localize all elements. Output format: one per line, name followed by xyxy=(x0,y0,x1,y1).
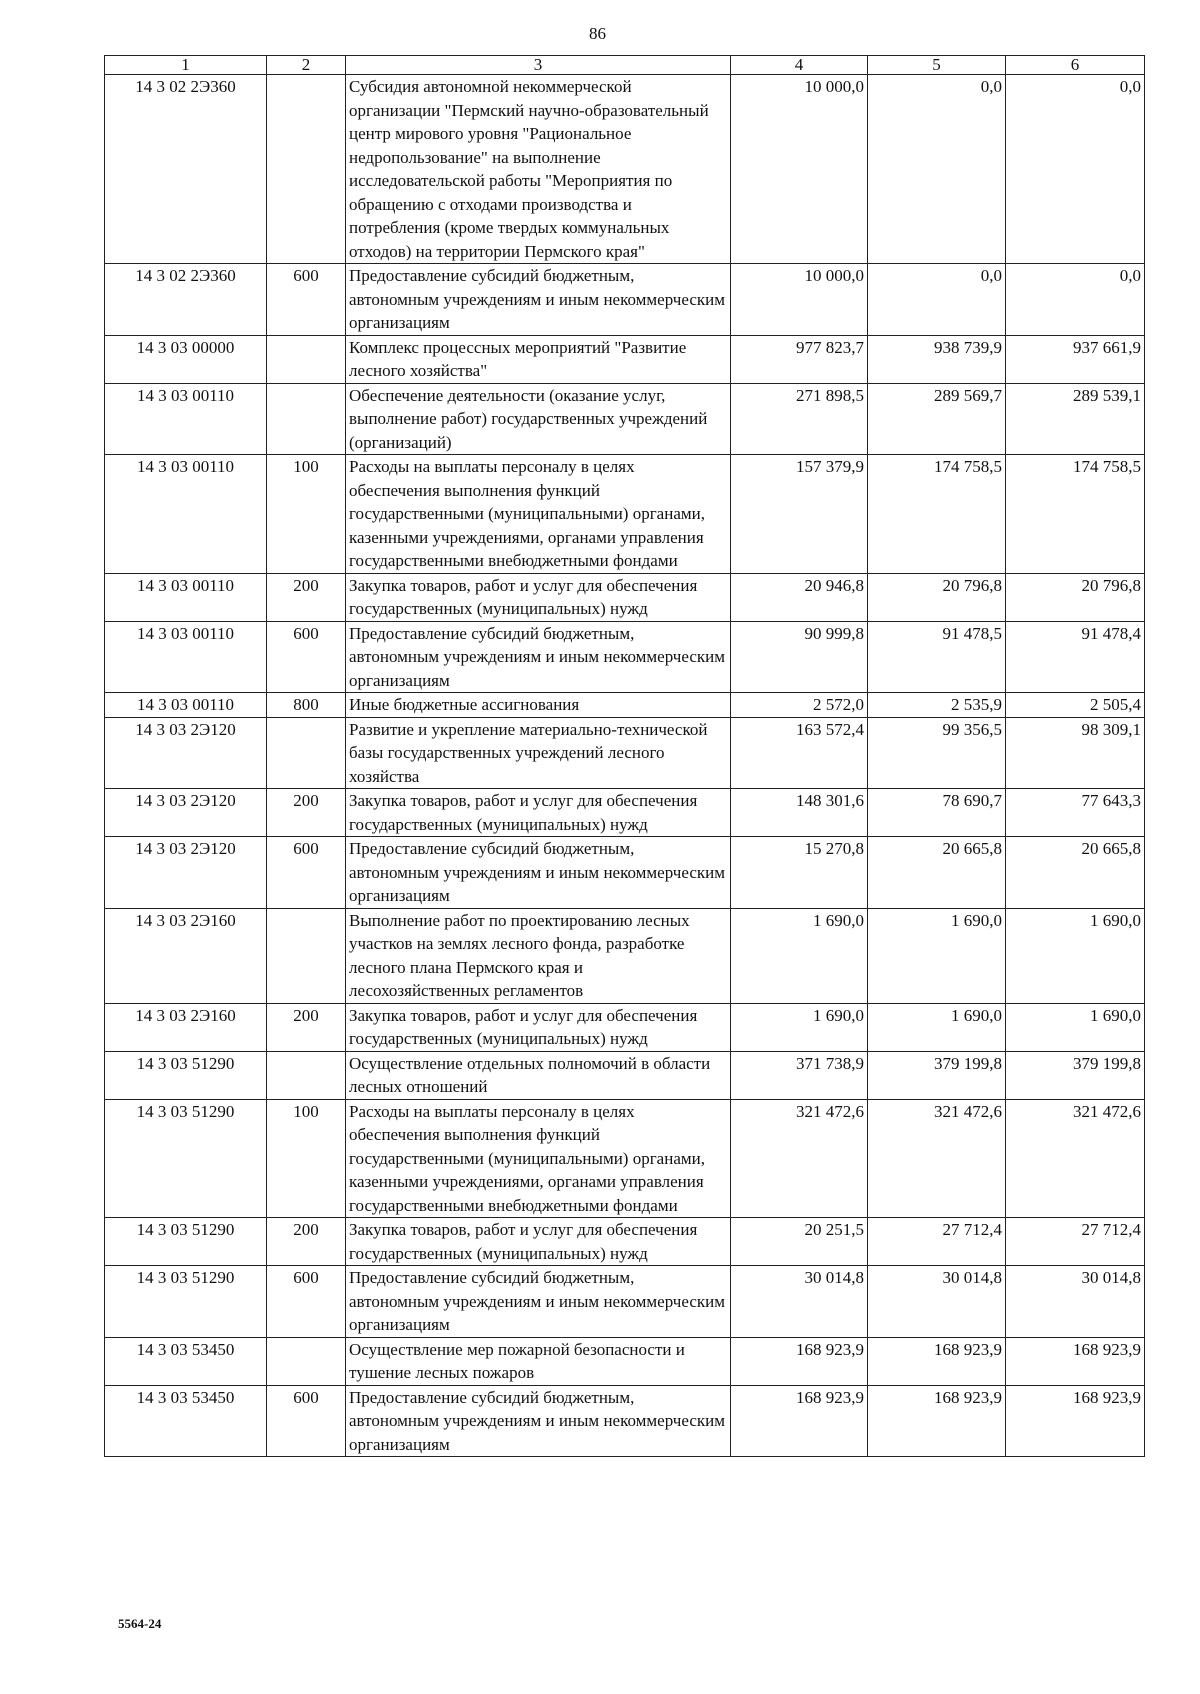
cell-value-col4: 271 898,5 xyxy=(731,383,868,455)
cell-code: 14 3 03 51290 xyxy=(105,1051,267,1099)
cell-value-col5: 2 535,9 xyxy=(868,693,1006,718)
table-row xyxy=(105,1337,1145,1385)
cell-value-col4: 163 572,4 xyxy=(731,717,868,789)
cell-value-col6: 0,0 xyxy=(1006,264,1145,336)
page-number: 86 xyxy=(589,24,606,43)
cell-value-col6: 1 690,0 xyxy=(1006,1003,1145,1051)
table-row xyxy=(105,1218,1145,1266)
cell-expense-type: 200 xyxy=(267,1218,346,1266)
cell-value-col6: 289 539,1 xyxy=(1006,383,1145,455)
cell-description: Осуществление мер пожарной безопасности и тушение лесных пожаров xyxy=(346,1337,731,1385)
cell-code: 14 3 03 51290 xyxy=(105,1099,267,1218)
cell-value-col4: 1 690,0 xyxy=(731,908,868,1003)
budget-table xyxy=(104,55,1145,1457)
cell-description: Осуществление отдельных полномочий в области лесных отношений xyxy=(346,1051,731,1099)
cell-description: Закупка товаров, работ и услуг для обеспечения государственных (муниципальных) нужд xyxy=(346,573,731,621)
table-row xyxy=(105,1099,1145,1218)
cell-code: 14 3 03 00110 xyxy=(105,693,267,718)
cell-code: 14 3 03 2Э160 xyxy=(105,908,267,1003)
cell-description: Расходы на выплаты персоналу в целях обеспечения выполнения функций государственными (муниципальными) органами, казенными учреждениями, органами управления государственными внебюджетными фондами xyxy=(346,1099,731,1218)
cell-code: 14 3 03 2Э120 xyxy=(105,789,267,837)
table-row xyxy=(105,455,1145,574)
table-row xyxy=(105,383,1145,455)
cell-value-col5: 20 665,8 xyxy=(868,837,1006,909)
cell-code: 14 3 03 00000 xyxy=(105,335,267,383)
cell-code: 14 3 03 00110 xyxy=(105,621,267,693)
cell-value-col5: 174 758,5 xyxy=(868,455,1006,574)
cell-value-col6: 98 309,1 xyxy=(1006,717,1145,789)
cell-value-col4: 20 946,8 xyxy=(731,573,868,621)
cell-value-col4: 157 379,9 xyxy=(731,455,868,574)
column-header: 3 xyxy=(346,56,731,75)
cell-value-col5: 168 923,9 xyxy=(868,1385,1006,1457)
cell-expense-type: 600 xyxy=(267,621,346,693)
cell-description: Предоставление субсидий бюджетным, автономным учреждениям и иным некоммерческим организациям xyxy=(346,621,731,693)
cell-description: Предоставление субсидий бюджетным, автономным учреждениям и иным некоммерческим организациям xyxy=(346,264,731,336)
cell-expense-type xyxy=(267,1051,346,1099)
cell-description: Обеспечение деятельности (оказание услуг, выполнение работ) государственных учреждений (организаций) xyxy=(346,383,731,455)
cell-expense-type xyxy=(267,717,346,789)
cell-value-col5: 78 690,7 xyxy=(868,789,1006,837)
cell-value-col4: 168 923,9 xyxy=(731,1385,868,1457)
cell-code: 14 3 03 53450 xyxy=(105,1337,267,1385)
column-header: 2 xyxy=(267,56,346,75)
cell-expense-type xyxy=(267,908,346,1003)
column-header: 6 xyxy=(1006,56,1145,75)
table-row xyxy=(105,1385,1145,1457)
cell-expense-type: 600 xyxy=(267,837,346,909)
cell-value-col4: 148 301,6 xyxy=(731,789,868,837)
cell-value-col6: 0,0 xyxy=(1006,75,1145,264)
cell-value-col6: 379 199,8 xyxy=(1006,1051,1145,1099)
cell-value-col5: 1 690,0 xyxy=(868,908,1006,1003)
cell-code: 14 3 03 00110 xyxy=(105,455,267,574)
cell-expense-type xyxy=(267,75,346,264)
cell-value-col5: 168 923,9 xyxy=(868,1337,1006,1385)
cell-value-col5: 30 014,8 xyxy=(868,1266,1006,1338)
cell-value-col6: 30 014,8 xyxy=(1006,1266,1145,1338)
cell-code: 14 3 03 51290 xyxy=(105,1218,267,1266)
column-header: 5 xyxy=(868,56,1006,75)
table-row xyxy=(105,75,1145,264)
cell-value-col6: 20 796,8 xyxy=(1006,573,1145,621)
cell-value-col4: 2 572,0 xyxy=(731,693,868,718)
cell-expense-type: 200 xyxy=(267,1003,346,1051)
cell-expense-type: 200 xyxy=(267,573,346,621)
cell-code: 14 3 03 2Э160 xyxy=(105,1003,267,1051)
cell-expense-type xyxy=(267,383,346,455)
table-row xyxy=(105,789,1145,837)
table-header-row xyxy=(105,56,1145,75)
cell-code: 14 3 03 51290 xyxy=(105,1266,267,1338)
cell-value-col5: 289 569,7 xyxy=(868,383,1006,455)
table-row xyxy=(105,1051,1145,1099)
cell-value-col6: 1 690,0 xyxy=(1006,908,1145,1003)
cell-value-col5: 321 472,6 xyxy=(868,1099,1006,1218)
cell-value-col6: 937 661,9 xyxy=(1006,335,1145,383)
cell-description: Предоставление субсидий бюджетным, автономным учреждениям и иным некоммерческим организациям xyxy=(346,1385,731,1457)
cell-expense-type: 100 xyxy=(267,1099,346,1218)
cell-value-col4: 10 000,0 xyxy=(731,75,868,264)
cell-value-col6: 2 505,4 xyxy=(1006,693,1145,718)
cell-value-col5: 0,0 xyxy=(868,75,1006,264)
cell-description: Предоставление субсидий бюджетным, автономным учреждениям и иным некоммерческим организациям xyxy=(346,1266,731,1338)
cell-expense-type: 100 xyxy=(267,455,346,574)
cell-expense-type: 600 xyxy=(267,1385,346,1457)
column-header: 1 xyxy=(105,56,267,75)
table-row xyxy=(105,621,1145,693)
cell-description: Закупка товаров, работ и услуг для обеспечения государственных (муниципальных) нужд xyxy=(346,1003,731,1051)
table-row xyxy=(105,837,1145,909)
cell-code: 14 3 02 2Э360 xyxy=(105,75,267,264)
cell-value-col4: 15 270,8 xyxy=(731,837,868,909)
column-header: 4 xyxy=(731,56,868,75)
cell-code: 14 3 03 2Э120 xyxy=(105,837,267,909)
cell-description: Расходы на выплаты персоналу в целях обеспечения выполнения функций государственными (муниципальными) органами, казенными учреждениями, органами управления государственными внебюджетными фондами xyxy=(346,455,731,574)
cell-value-col4: 321 472,6 xyxy=(731,1099,868,1218)
cell-value-col6: 20 665,8 xyxy=(1006,837,1145,909)
cell-description: Комплекс процессных мероприятий "Развитие лесного хозяйства" xyxy=(346,335,731,383)
cell-expense-type xyxy=(267,335,346,383)
table-row xyxy=(105,573,1145,621)
cell-value-col6: 168 923,9 xyxy=(1006,1337,1145,1385)
cell-value-col4: 1 690,0 xyxy=(731,1003,868,1051)
cell-description: Выполнение работ по проектированию лесных участков на землях лесного фонда, разработке лесного плана Пермского края и лесохозяйственных регламентов xyxy=(346,908,731,1003)
cell-description: Закупка товаров, работ и услуг для обеспечения государственных (муниципальных) нужд xyxy=(346,789,731,837)
cell-value-col4: 20 251,5 xyxy=(731,1218,868,1266)
cell-expense-type: 600 xyxy=(267,1266,346,1338)
cell-value-col6: 168 923,9 xyxy=(1006,1385,1145,1457)
cell-description: Закупка товаров, работ и услуг для обеспечения государственных (муниципальных) нужд xyxy=(346,1218,731,1266)
cell-value-col5: 27 712,4 xyxy=(868,1218,1006,1266)
cell-code: 14 3 03 2Э120 xyxy=(105,717,267,789)
cell-description: Развитие и укрепление материально-технической базы государственных учреждений лесного хозяйства xyxy=(346,717,731,789)
cell-value-col6: 77 643,3 xyxy=(1006,789,1145,837)
table-row xyxy=(105,908,1145,1003)
cell-expense-type: 600 xyxy=(267,264,346,336)
table-row xyxy=(105,717,1145,789)
cell-value-col4: 10 000,0 xyxy=(731,264,868,336)
cell-value-col5: 20 796,8 xyxy=(868,573,1006,621)
cell-expense-type xyxy=(267,1337,346,1385)
cell-value-col5: 379 199,8 xyxy=(868,1051,1006,1099)
cell-code: 14 3 03 00110 xyxy=(105,383,267,455)
cell-value-col6: 91 478,4 xyxy=(1006,621,1145,693)
cell-value-col5: 0,0 xyxy=(868,264,1006,336)
cell-description: Субсидия автономной некоммерческой организации "Пермский научно-образовательный центр мирового уровня "Рациональное недропользование" на выполнение исследовательской работы "Мероприятия по обращению с отходами производства и потребления (кроме твердых коммунальных отходов) на территории Пермского края" xyxy=(346,75,731,264)
cell-value-col5: 1 690,0 xyxy=(868,1003,1006,1051)
table-row xyxy=(105,264,1145,336)
cell-value-col4: 168 923,9 xyxy=(731,1337,868,1385)
cell-value-col6: 321 472,6 xyxy=(1006,1099,1145,1218)
cell-value-col6: 27 712,4 xyxy=(1006,1218,1145,1266)
cell-description: Предоставление субсидий бюджетным, автономным учреждениям и иным некоммерческим организациям xyxy=(346,837,731,909)
cell-value-col5: 99 356,5 xyxy=(868,717,1006,789)
cell-code: 14 3 02 2Э360 xyxy=(105,264,267,336)
cell-code: 14 3 03 53450 xyxy=(105,1385,267,1457)
cell-value-col5: 938 739,9 xyxy=(868,335,1006,383)
cell-value-col5: 91 478,5 xyxy=(868,621,1006,693)
cell-expense-type: 800 xyxy=(267,693,346,718)
table-row xyxy=(105,335,1145,383)
cell-code: 14 3 03 00110 xyxy=(105,573,267,621)
cell-description: Иные бюджетные ассигнования xyxy=(346,693,731,718)
table-row xyxy=(105,693,1145,718)
cell-expense-type: 200 xyxy=(267,789,346,837)
cell-value-col4: 371 738,9 xyxy=(731,1051,868,1099)
document-id: 5564-24 xyxy=(118,1616,162,1631)
table-row xyxy=(105,1003,1145,1051)
table-row xyxy=(105,1266,1145,1338)
cell-value-col4: 90 999,8 xyxy=(731,621,868,693)
cell-value-col6: 174 758,5 xyxy=(1006,455,1145,574)
cell-value-col4: 30 014,8 xyxy=(731,1266,868,1338)
cell-value-col4: 977 823,7 xyxy=(731,335,868,383)
